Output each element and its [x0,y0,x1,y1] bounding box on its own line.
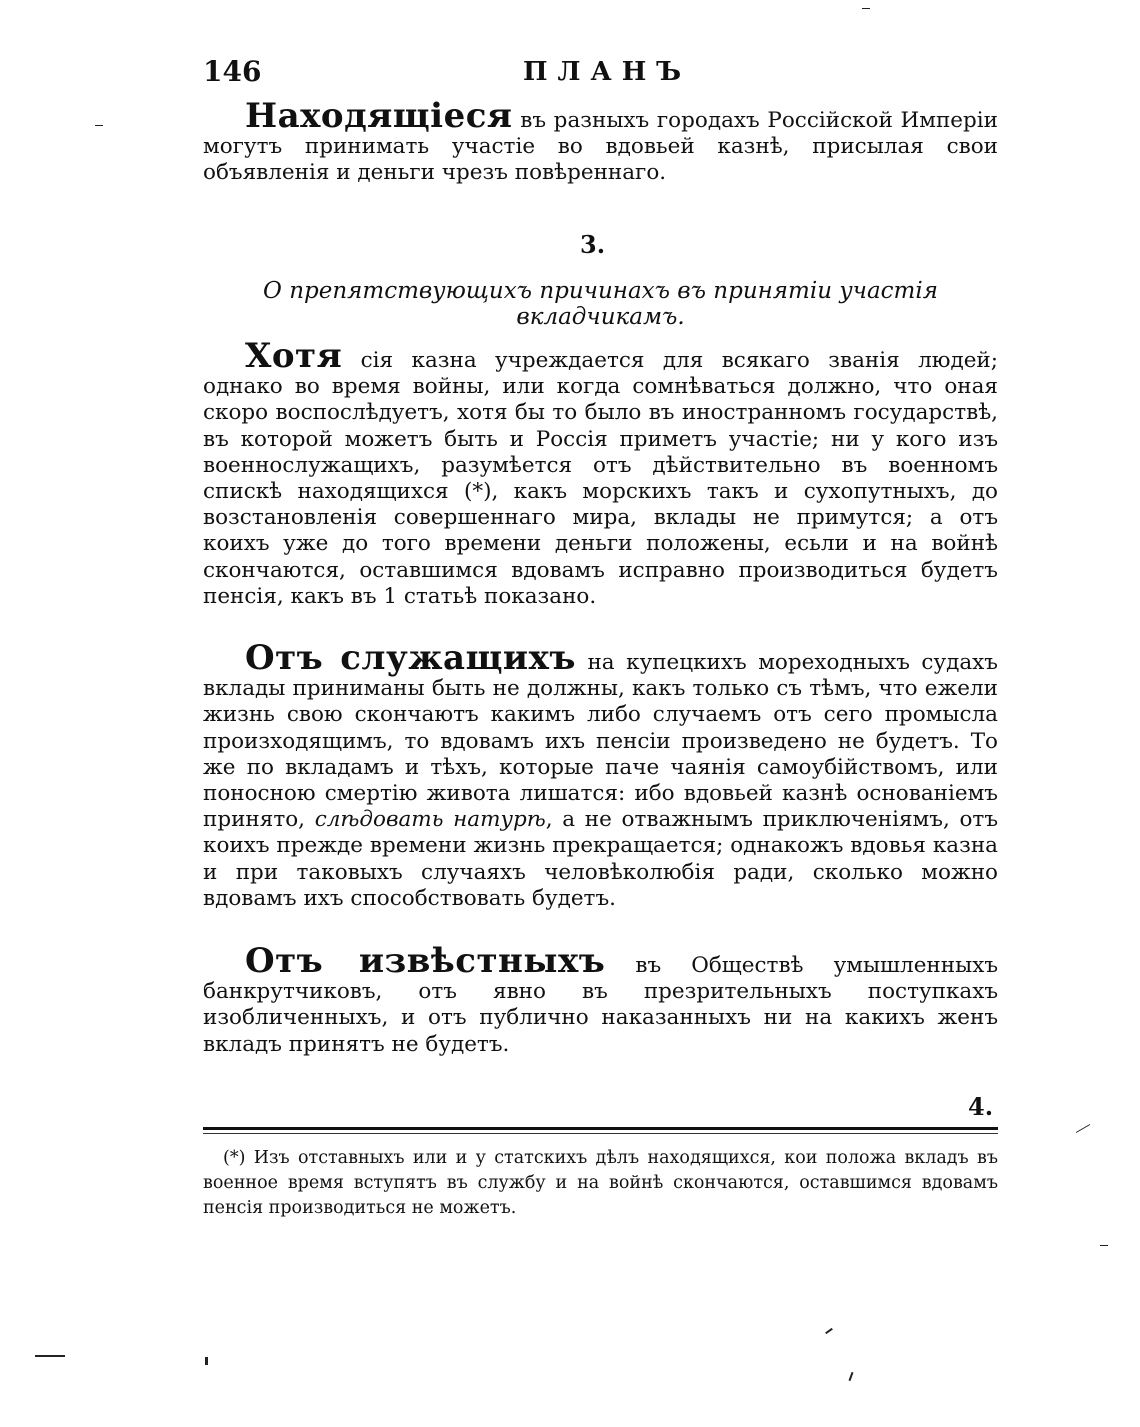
scan-mark [205,1357,208,1365]
paragraph-1-initial: Находящiеся [245,96,513,136]
scan-mark [862,8,870,9]
paragraph-3-text-after: , а не отважнымъ приключенiямъ, отъ коихъ прежде времени жизнь прекращается; однакожъ вдовья казна и при таковыхъ случаяхъ человѣколюбiя ради, сколько можно вдовамъ ихъ способствовать будетъ. [203,807,998,911]
paragraph-4 [203,941,998,1058]
scan-mark [825,1328,833,1334]
scan-mark [95,125,103,126]
paragraph-3 [203,638,998,912]
paragraph-3-text-italic: слѣдовать натурѣ [314,807,546,833]
paragraph-4-text: въ Обществѣ умышленныхъ банкрутчиковъ, отъ явно въ презрительныхъ поступкахъ изобличенныхъ, и отъ публично наказанныхъ ни на какихъ женъ вкладъ принятъ не будетъ. [203,953,998,1057]
page-header [203,55,998,95]
paragraph-2-text: сiя казна учреждается для всякаго званiя людей; однако во время войны, или когда сомнѣваться должно, что оная скоро воспослѣдуетъ, хотя бы то было въ иностранномъ государствѣ, въ которой можетъ быть и Россiя приметъ участiе; ни у кого изъ военнослужащихъ, разумѣется отъ дѣйствительно въ военномъ спискѣ находящихся (*), какъ морскихъ такъ и сухопутныхъ, до возстановленiя совершеннаго мира, вклады не примутся; а отъ коихъ уже до того времени деньги положены, есьли и на войнѣ скончаются, оставшимся вдовамъ исправно производиться будетъ пенсiя, какъ въ 1 статьѣ показано. [203,348,998,609]
paragraph-4-initial: Отъ извѣстныхъ [245,941,606,981]
paragraph-3-initial: Отъ служащихъ [245,638,576,678]
section-title: О препятствующихъ причинахъ въ принятiи участiя вкладчикамъ. [263,278,938,330]
page-number: 146 [203,55,262,88]
section-number: 3. [580,230,606,259]
paragraph-2 [203,336,998,610]
footnote: (*) Изъ отставныхъ или и у статскихъ дѣлъ находящихся, кои положа вкладъ въ военное время вступятъ въ службу и на войнѣ скончаются, оставшимся вдовамъ пенсiя производиться не можетъ. [203,1148,998,1218]
scan-mark [849,1372,854,1381]
paragraph-1-text: въ разныхъ городахъ Россiйской Имперiи могутъ принимать участiе во вдовьей казнѣ, присылая свои объявленiя и деньги чрезъ повѣреннаго. [203,108,998,186]
footnote-rule [203,1127,998,1130]
footnote-rule-thin [203,1133,998,1134]
paragraph-1 [203,96,998,187]
running-title: ПЛАНЪ [523,57,692,87]
scan-mark [35,1355,65,1357]
scan-mark [1076,1124,1090,1133]
next-section-number: 4. [968,1092,994,1121]
paragraph-2-initial: Хотя [245,336,343,376]
scan-mark [1100,1245,1108,1246]
paragraph-3-text-before: на купецкихъ мореходныхъ судахъ вклады приниманы быть не должны, какъ только съ тѣмъ, что ежели жизнь свою скончаютъ какимъ либо случаемъ отъ сего промысла произходящимъ, то вдовамъ ихъ пенсiи произведено не будетъ. То же по вкладамъ и тѣхъ, которые паче чаянiя самоубiйствомъ, или поносною смертiю живота лишатся: ибо вдовьей казнѣ основанiемъ принято, [203,650,998,833]
